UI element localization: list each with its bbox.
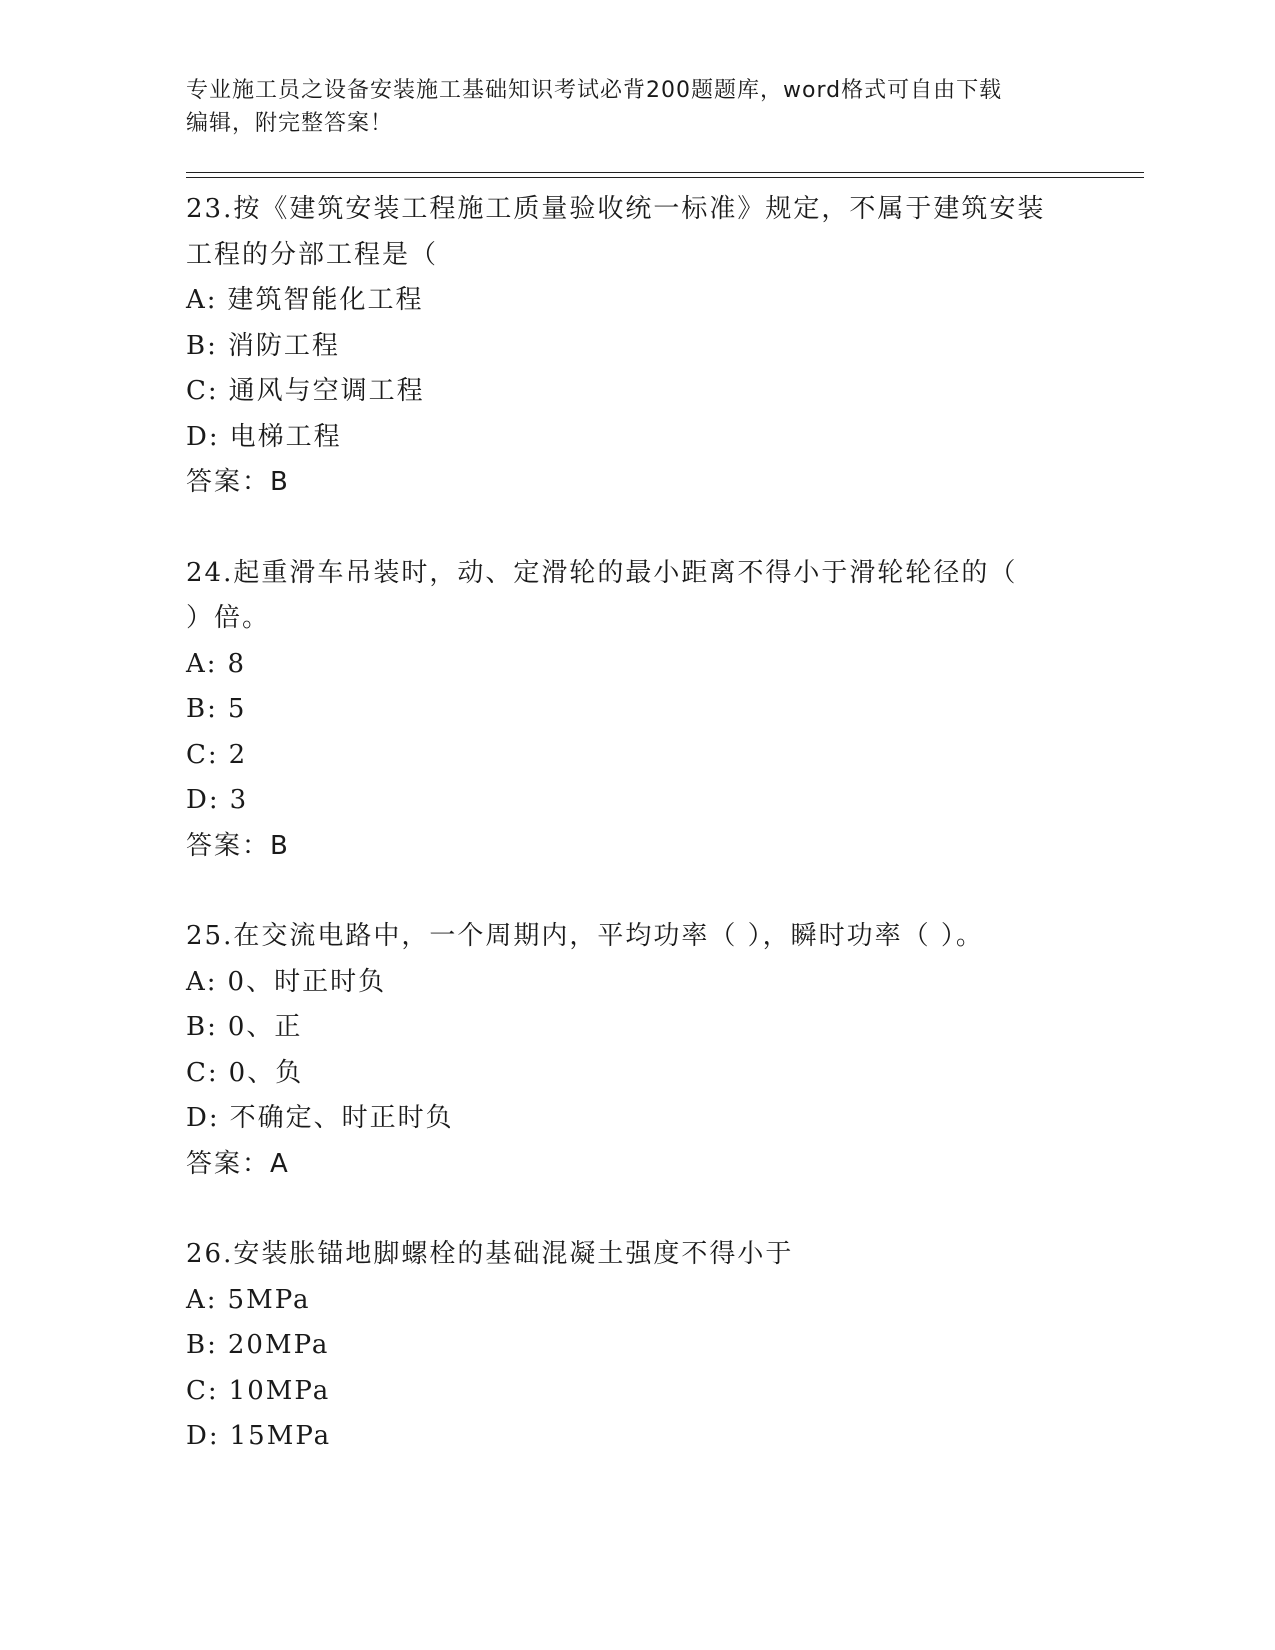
option-text: 电梯工程: [229, 421, 342, 452]
answer-prefix: 答案：: [186, 467, 271, 497]
answer-value: A: [270, 1148, 290, 1179]
answer-line: [186, 1142, 1086, 1188]
option-label: B:: [186, 1330, 218, 1360]
option-a: [186, 278, 1086, 324]
option-a: [186, 960, 1086, 1006]
answer-value: B: [270, 830, 290, 861]
option-d: [186, 1414, 1086, 1460]
option-label: B:: [186, 1012, 218, 1042]
option-text: 8: [227, 648, 247, 679]
header-rule-bottom: [186, 177, 1144, 178]
question-25: [186, 914, 1086, 1187]
option-label: C:: [186, 376, 219, 406]
question-stem: 25.在交流电路中，一个周期内，平均功率（ ），瞬时功率（ ）。: [186, 921, 984, 951]
header-line: 编辑，附完整答案！: [186, 111, 394, 136]
option-text: 15MPa: [229, 1421, 332, 1451]
option-c: [186, 1369, 1086, 1415]
option-text: 消防工程: [227, 330, 340, 361]
option-d: [186, 415, 1086, 461]
option-a: [186, 1278, 1086, 1324]
option-text: 建筑智能化工程: [227, 285, 424, 315]
question-list: [186, 187, 1086, 1505]
question-stem: ）倍。: [186, 603, 271, 633]
option-label: D:: [186, 1103, 220, 1133]
answer-prefix: 答案：: [186, 1148, 271, 1179]
option-text: 5: [227, 694, 247, 724]
option-c: [186, 733, 1086, 779]
question-23: [186, 187, 1086, 506]
option-b: [186, 324, 1086, 370]
option-label: B:: [186, 694, 218, 724]
option-text: 通风与空调工程: [228, 376, 425, 406]
option-text: 10MPa: [228, 1375, 331, 1406]
option-label: A:: [186, 285, 218, 315]
option-label: B:: [186, 330, 218, 361]
header-line: 专业施工员之设备安装施工基础知识考试必背200题题库，word格式可自由下载: [186, 78, 1003, 103]
answer-line: [186, 460, 1086, 506]
question-stem: 24.起重滑车吊装时，动、定滑轮的最小距离不得小于滑轮轮径的（: [186, 557, 1018, 588]
option-text: 20MPa: [227, 1330, 330, 1360]
option-label: D:: [186, 421, 220, 452]
option-c: [186, 1051, 1086, 1097]
option-label: C:: [186, 1375, 219, 1406]
option-text: 3: [229, 785, 249, 815]
option-b: [186, 1005, 1086, 1051]
option-text: 0、时正时负: [227, 966, 387, 997]
header-rule-top: [186, 172, 1144, 173]
option-label: A:: [186, 1284, 218, 1315]
option-c: [186, 369, 1086, 415]
option-label: A:: [186, 648, 218, 679]
option-label: D:: [186, 785, 220, 815]
option-text: 2: [228, 739, 248, 770]
option-d: [186, 1096, 1086, 1142]
option-b: [186, 687, 1086, 733]
option-b: [186, 1323, 1086, 1369]
question-stem: 工程的分部工程是（: [186, 239, 439, 270]
option-label: D:: [186, 1421, 220, 1451]
option-label: C:: [186, 1057, 219, 1088]
option-text: 不确定、时正时负: [229, 1103, 454, 1133]
option-label: A:: [186, 966, 218, 997]
question-26: [186, 1232, 1086, 1460]
question-stem: 26.安装胀锚地脚螺栓的基础混凝土强度不得小于: [186, 1239, 794, 1269]
option-text: 0、负: [228, 1057, 304, 1088]
question-24: [186, 551, 1086, 870]
document-header: [186, 74, 1066, 140]
question-stem: 23.按《建筑安装工程施工质量验收统一标准》规定，不属于建筑安装: [186, 194, 1046, 224]
answer-prefix: 答案：: [186, 830, 271, 861]
answer-value: B: [270, 467, 290, 497]
option-label: C:: [186, 739, 219, 770]
option-text: 0、正: [227, 1012, 303, 1042]
option-text: 5MPa: [227, 1284, 311, 1315]
answer-line: [186, 824, 1086, 870]
option-a: [186, 642, 1086, 688]
option-d: [186, 778, 1086, 824]
